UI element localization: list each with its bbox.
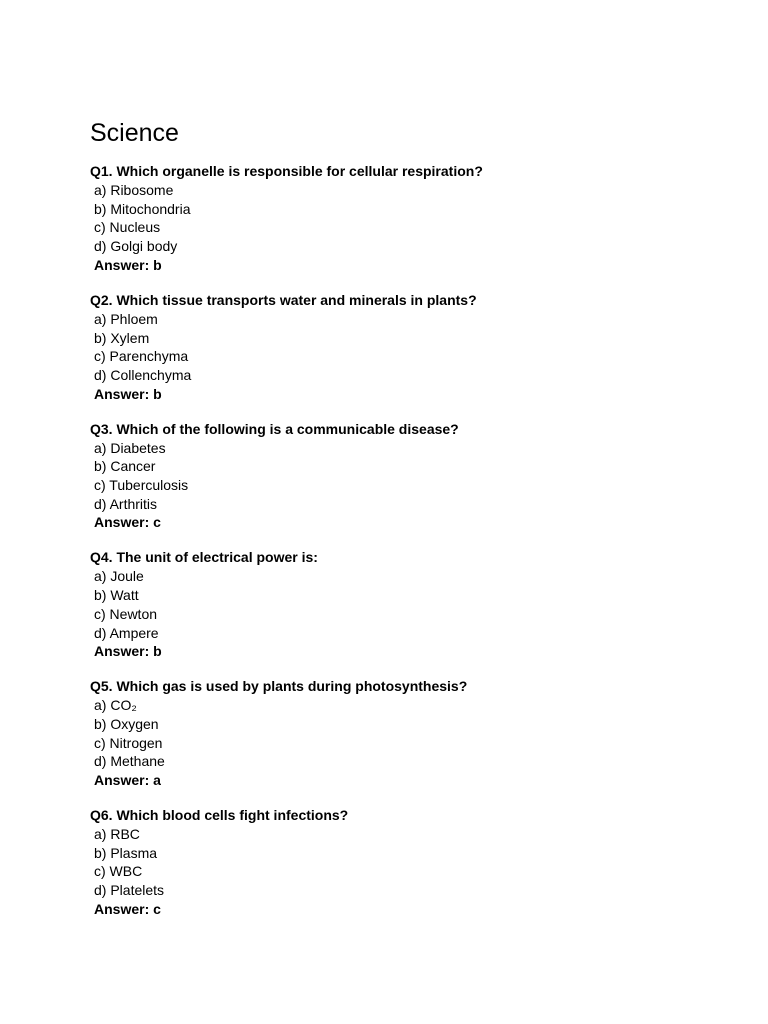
question-block-3 bbox=[90, 420, 730, 533]
option-a: a) Joule bbox=[94, 568, 144, 585]
answer-text: Answer: c bbox=[94, 514, 161, 531]
options-list bbox=[90, 181, 730, 256]
option-b: b) Watt bbox=[94, 587, 139, 604]
options-list bbox=[90, 825, 730, 900]
question-block-5 bbox=[90, 677, 730, 790]
answer-text: Answer: b bbox=[94, 643, 162, 660]
answer-text: Answer: b bbox=[94, 385, 162, 402]
options-list bbox=[90, 567, 730, 642]
question-text: Q6. Which blood cells fight infections? bbox=[90, 807, 349, 824]
option-b: b) Oxygen bbox=[94, 715, 159, 732]
answer-text: Answer: c bbox=[94, 900, 161, 917]
option-c: c) WBC bbox=[94, 863, 143, 880]
option-b: b) Plasma bbox=[94, 844, 158, 861]
document-page bbox=[90, 117, 730, 935]
question-block-2 bbox=[90, 291, 730, 404]
question-block-6 bbox=[90, 806, 730, 919]
question-block-4 bbox=[90, 548, 730, 661]
option-c: c) Newton bbox=[94, 605, 158, 622]
option-a: a) Diabetes bbox=[94, 439, 166, 456]
document-title: Science bbox=[90, 119, 179, 147]
option-d: d) Ampere bbox=[94, 624, 159, 641]
option-a: a) CO₂ bbox=[94, 697, 137, 714]
option-d: d) Golgi body bbox=[94, 238, 178, 255]
option-d: d) Platelets bbox=[94, 882, 165, 899]
option-d: d) Arthritis bbox=[94, 495, 158, 512]
question-text: Q3. Which of the following is a communicable disease? bbox=[90, 420, 459, 437]
answer-text: Answer: a bbox=[94, 772, 161, 789]
question-text: Q1. Which organelle is responsible for cellular respiration? bbox=[90, 163, 483, 179]
option-d: d) Collenchyma bbox=[94, 366, 192, 383]
option-c: c) Nitrogen bbox=[94, 734, 163, 751]
question-block-1 bbox=[90, 162, 730, 275]
question-text: Q4. The unit of electrical power is: bbox=[90, 549, 318, 566]
option-b: b) Mitochondria bbox=[94, 200, 191, 217]
option-c: c) Tuberculosis bbox=[94, 477, 189, 494]
answer-text: Answer: b bbox=[94, 256, 162, 273]
option-a: a) Ribosome bbox=[94, 182, 174, 198]
option-a: a) RBC bbox=[94, 826, 140, 843]
option-b: b) Xylem bbox=[94, 329, 150, 346]
option-a: a) Phloem bbox=[94, 310, 158, 327]
question-text: Q2. Which tissue transports water and minerals in plants? bbox=[90, 291, 477, 308]
option-c: c) Parenchyma bbox=[94, 348, 189, 365]
option-c: c) Nucleus bbox=[94, 219, 161, 236]
options-list bbox=[90, 439, 730, 514]
option-d: d) Methane bbox=[94, 753, 165, 770]
question-text: Q5. Which gas is used by plants during photosynthesis? bbox=[90, 678, 468, 695]
options-list bbox=[90, 696, 730, 771]
options-list bbox=[90, 310, 730, 385]
option-b: b) Cancer bbox=[94, 458, 156, 475]
